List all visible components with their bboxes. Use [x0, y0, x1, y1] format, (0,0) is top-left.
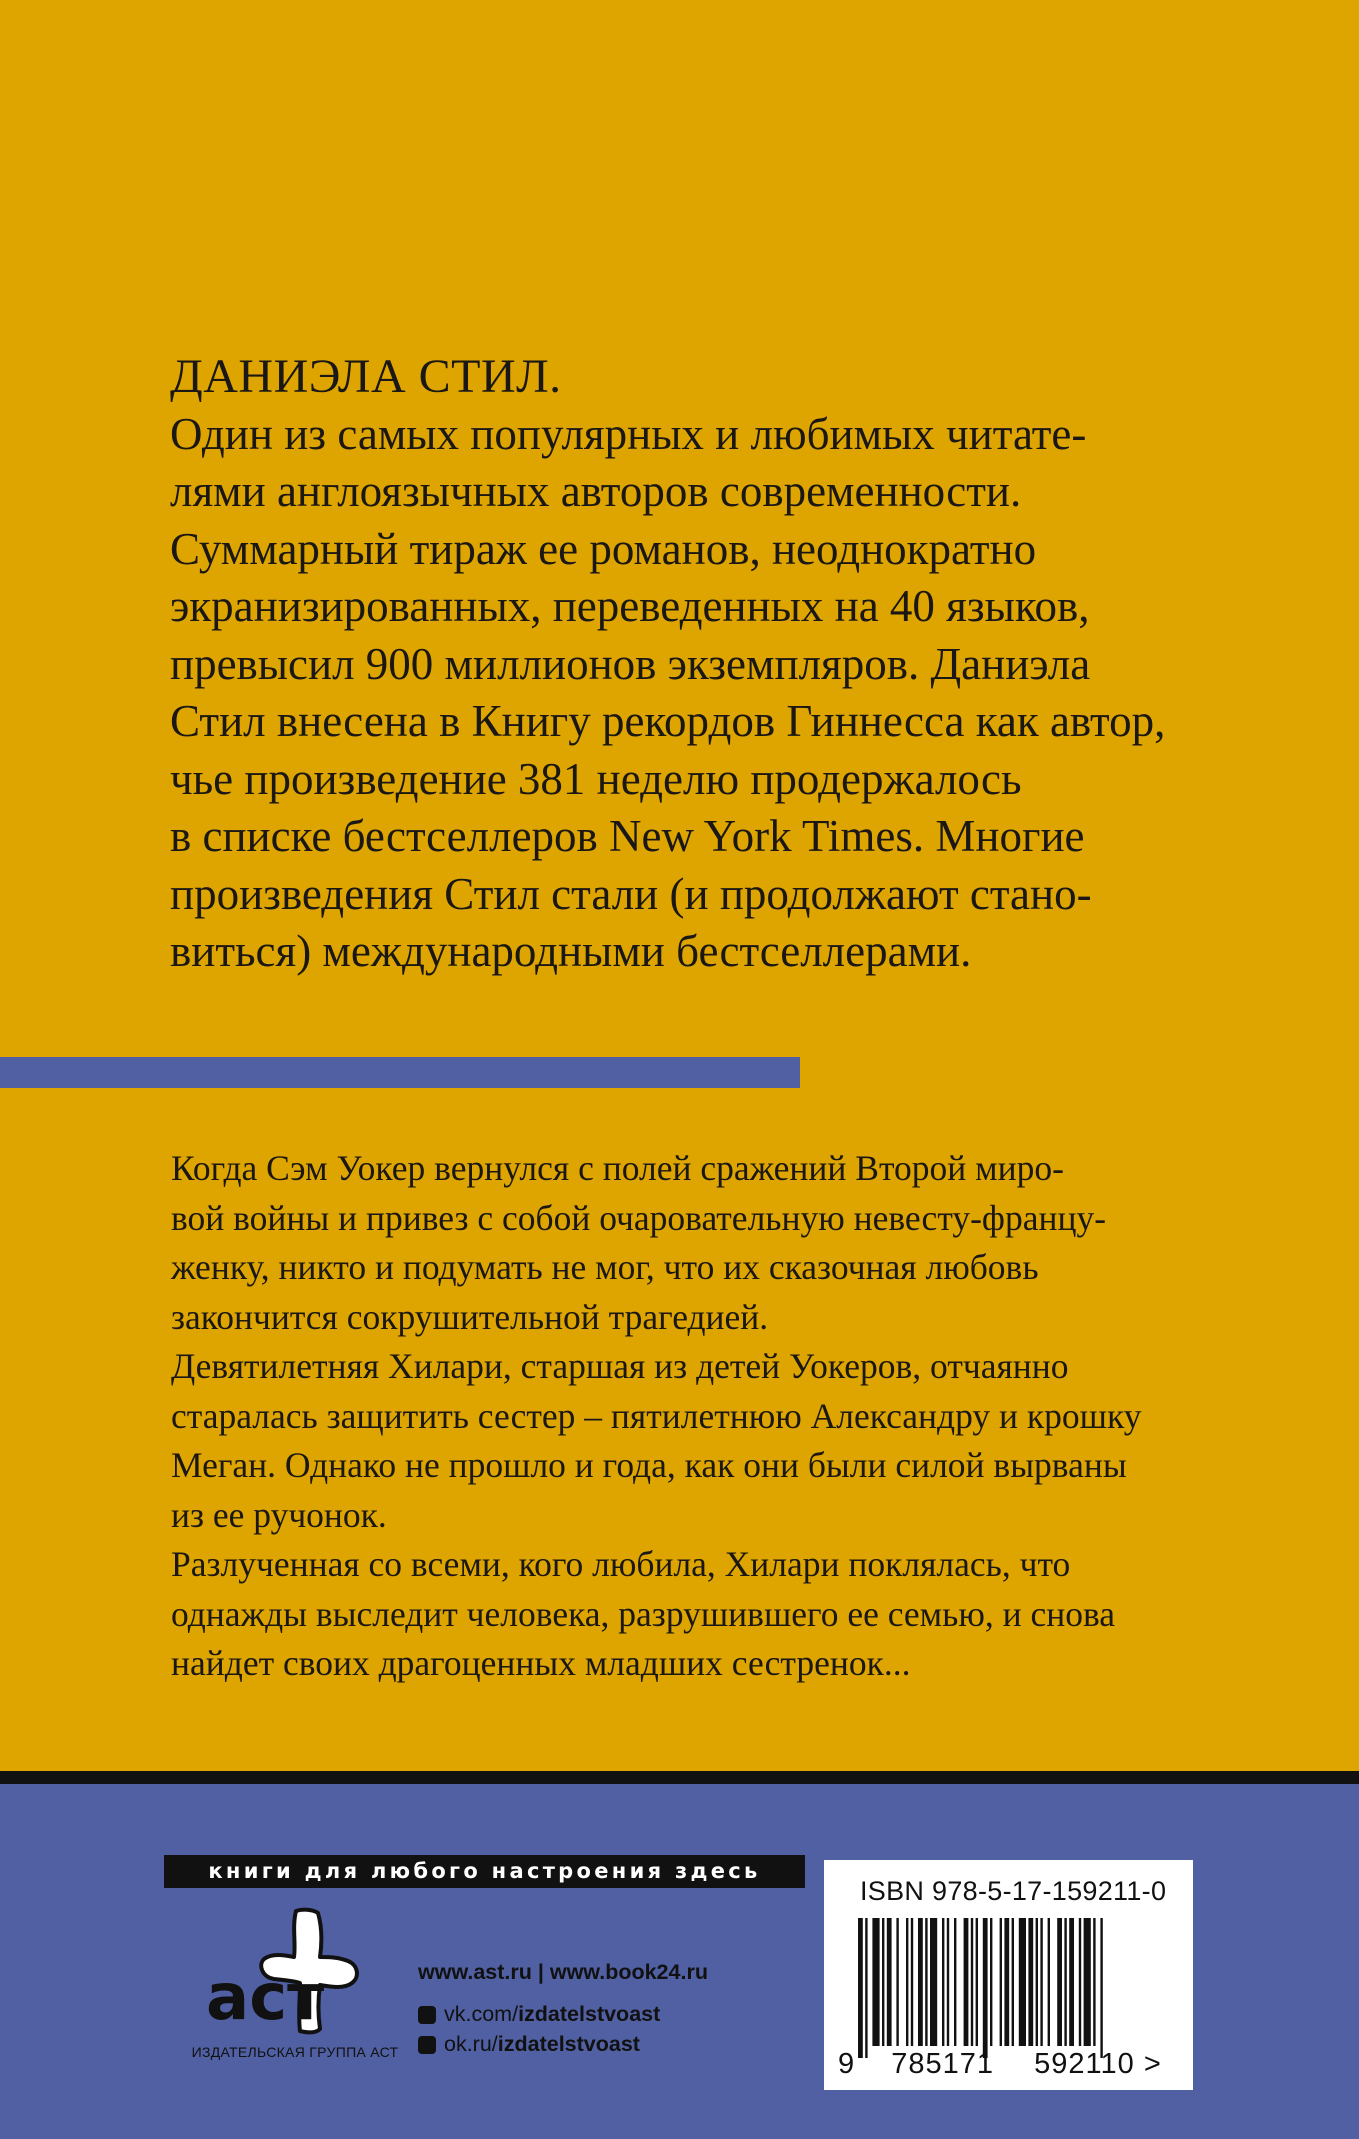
- barcode-bar: [1028, 1918, 1033, 2046]
- barcode-bar: [1048, 1918, 1050, 2046]
- author-bio: [170, 348, 1190, 981]
- author-bio-line: чье произведение 381 неделю продержалось: [170, 753, 1022, 804]
- author-bio-line: лями англоязычных авторов современности.: [170, 466, 1022, 516]
- barcode-bar: [1000, 1918, 1002, 2046]
- vk-prefix: vk.com/: [444, 2002, 519, 2026]
- summary-line: найдет своих драгоценных младших сестренок...: [171, 1643, 911, 1683]
- website-links[interactable]: www.ast.ru | www.book24.ru: [418, 1960, 708, 1984]
- author-bio-line: превысил 900 миллионов экземпляров. Даниэла: [170, 638, 1091, 689]
- barcode-bar: [906, 1918, 908, 2046]
- summary-line: старалась защитить сестер – пятилетнюю Александру и крошку: [171, 1395, 1142, 1436]
- summary-line: Девятилетняя Хилари, старшая из детей Уокеров, отчаянно: [171, 1346, 1069, 1386]
- ean-right: 592110: [1034, 2048, 1135, 2080]
- vk-link[interactable]: [418, 2002, 660, 2027]
- summary-line: женку, никто и подумать не мог, что их сказочная любовь: [171, 1247, 1039, 1287]
- vk-handle: izdatelstvoast: [518, 2002, 661, 2026]
- barcode-bar: [1100, 1918, 1102, 2058]
- author-bio-line: произведения Стил стали (и продолжают стано-: [170, 868, 1092, 919]
- summary-line: Разлученная со всеми, кого любила, Хилари поклялась, что: [171, 1544, 1071, 1584]
- barcode-bar: [942, 1918, 944, 2046]
- barcode-bar: [918, 1918, 923, 2046]
- isbn-barcode-box: [824, 1860, 1193, 2090]
- isbn-number: ISBN 978-5-17-159211-0: [860, 1876, 1167, 1906]
- barcode-bar: [911, 1918, 913, 2046]
- summary-line: из ее ручонок.: [171, 1494, 387, 1535]
- barcode-bar: [1019, 1918, 1026, 2046]
- ean-first: 9: [838, 2048, 856, 2080]
- summary-line: закончится сокрушительной трагедией.: [171, 1296, 769, 1337]
- barcode-bar: [882, 1918, 884, 2046]
- barcode-bar: [872, 1918, 879, 2046]
- publisher-footer: [0, 1771, 1359, 2139]
- barcode-bar: [1004, 1918, 1009, 2046]
- ok-prefix: ok.ru/: [444, 2032, 498, 2056]
- summary-line: однажды выследит человека, разрушившего ее семью, и снова: [171, 1593, 1116, 1634]
- barcode-bar: [990, 1918, 992, 2046]
- barcode-bar: [1057, 1918, 1062, 2046]
- barcode-bar: [954, 1918, 956, 2046]
- author-bio-line: виться) международными бестселлерами.: [170, 926, 972, 976]
- barcode-bar: [947, 1918, 949, 2046]
- author-name: ДАНИЭЛА СТИЛ.: [170, 350, 562, 403]
- summary-line: Меган. Однако не прошло и года, как они были силой вырваны: [171, 1445, 1127, 1485]
- author-bio-line: экранизированных, переведенных на 40 языков,: [170, 581, 1090, 631]
- barcode-bar: [930, 1918, 937, 2046]
- divider-bar: [0, 1057, 800, 1088]
- ok-handle: izdatelstvoast: [497, 2032, 640, 2056]
- summary-line: Когда Сэм Уокер вернулся с полей сражений Второй миро-: [171, 1148, 1064, 1188]
- barcode-bar: [887, 1918, 892, 2046]
- barcode-bar: [925, 1918, 927, 2046]
- summary-line: вой войны и привез с собой очаровательную невесту-францу-: [171, 1197, 1107, 1238]
- ok-icon: [418, 2036, 436, 2054]
- barcode-bar: [1036, 1918, 1038, 2046]
- barcode-bar: [976, 1918, 978, 2046]
- author-bio-line: Суммарный тираж ее романов, неоднократно: [170, 523, 1037, 574]
- barcode-bar: [1040, 1918, 1042, 2046]
- ean-digits: [838, 2048, 1162, 2081]
- barcode-bar: [1012, 1918, 1014, 2046]
- publisher-logo: [200, 1907, 370, 2037]
- tagline: книги для любого настроения здесь: [164, 1855, 805, 1888]
- barcode-bar: [1064, 1918, 1066, 2046]
- author-bio-text: [170, 406, 1190, 981]
- barcode-bar: [1084, 1918, 1091, 2046]
- barcode-bar: [896, 1918, 898, 2046]
- author-bio-line: в списке бестселлеров New York Times. Многие: [170, 811, 1085, 861]
- book-summary: [171, 1144, 1211, 1689]
- barcode-bar: [1079, 1918, 1081, 2046]
- logo-text: аст: [206, 1961, 325, 2035]
- publisher-name: ИЗДАТЕЛЬСКАЯ ГРУППА АСТ: [191, 2044, 399, 2060]
- barcode-bar: [983, 1918, 988, 2058]
- vk-icon: [418, 2006, 436, 2024]
- author-bio-line: Стил внесена в Книгу рекордов Гиннесса как автор,: [170, 696, 1166, 746]
- barcode-bar: [858, 1918, 863, 2058]
- barcode-bar: [964, 1918, 969, 2046]
- author-bio-line: Один из самых популярных и любимых читате-: [170, 408, 1087, 459]
- barcode-bar: [971, 1918, 973, 2046]
- barcode-bar: [1069, 1918, 1074, 2046]
- ean-left: 785171: [891, 2048, 995, 2080]
- ean-arrow: >: [1143, 2048, 1162, 2080]
- ok-link[interactable]: [418, 2032, 640, 2057]
- barcode-bar: [865, 1918, 867, 2058]
- barcode-bar: [1093, 1918, 1095, 2046]
